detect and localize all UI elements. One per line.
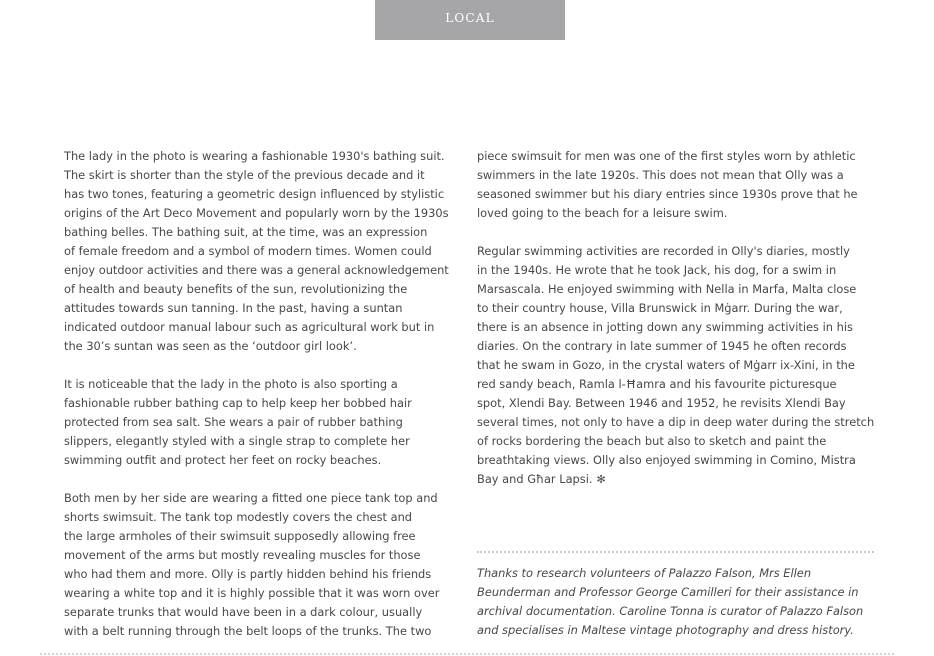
body-line: of rocks bordering the beach but also to sketch and paint the [477, 434, 827, 448]
body-line: Marsascala. He enjoyed swimming with Nella in Marfa, Malta close [477, 282, 857, 296]
body-line-last [477, 470, 875, 489]
body-line: movement of the arms but mostly revealing muscles for those [64, 548, 421, 562]
credits-line: and specialises in Maltese vintage photography and dress history. [477, 623, 854, 637]
body-line: who had them and more. Olly is partly hidden behind his friends [64, 567, 432, 581]
body-line: swimming outfit and protect her feet on rocky beaches. [64, 453, 382, 467]
body-line: shorts swimsuit. The tank top modestly covers the chest and [64, 510, 413, 524]
body-line: loved going to the beach for a leisure swim. [477, 206, 728, 220]
page-bottom-rule [40, 653, 894, 655]
body-line: to their country house, Villa Brunswick in Mġarr. During the war, [477, 301, 843, 315]
body-line: attitudes towards sun tanning. In the past, having a suntan [64, 301, 403, 315]
body-line: The lady in the photo is wearing a fashionable 1930's bathing suit. [64, 149, 445, 163]
credits-note [477, 564, 875, 640]
body-line: diaries. On the contrary in late summer of 1945 he often records [477, 339, 847, 353]
body-line: the large armholes of their swimsuit supposedly allowing free [64, 529, 416, 543]
body-line: of health and beauty benefits of the sun, revolutionizing the [64, 282, 408, 296]
body-line: of female freedom and a symbol of modern times. Women could [64, 244, 432, 258]
body-line: protected from sea salt. She wears a pair of rubber bathing [64, 415, 403, 429]
body-line: several times, not only to have a dip in deep water during the stretch [477, 415, 875, 429]
body-line: in the 1940s. He wrote that he took Jack, his dog, for a swim in [477, 263, 837, 277]
body-line: Both men by her side are wearing a fitted one piece tank top and [64, 491, 438, 505]
credits-line: archival documentation. Caroline Tonna is curator of Palazzo Falson [477, 604, 864, 618]
credits-line: Beunderman and Professor George Camilleri for their assistance in [477, 585, 859, 599]
body-line: swimmers in the late 1920s. This does not mean that Olly was a [477, 168, 844, 182]
credits-divider [477, 551, 874, 553]
article-right-column [477, 147, 875, 489]
credits-line: Thanks to research volunteers of Palazzo Falson, Mrs Ellen [477, 566, 812, 580]
body-line: It is noticeable that the lady in the photo is also sporting a [64, 377, 398, 391]
body-line: fashionable rubber bathing cap to help keep her bobbed hair [64, 396, 412, 410]
body-line: separate trunks that would have been in a dark colour, usually [64, 605, 423, 619]
body-line: the 30’s suntan was seen as the ‘outdoor girl look’. [64, 339, 357, 353]
paragraph-gap [64, 356, 456, 375]
body-line: piece swimsuit for men was one of the first styles worn by athletic [477, 149, 856, 163]
body-line: wearing a white top and it is highly possible that it was worn over [64, 586, 440, 600]
body-line: The skirt is shorter than the style of the previous decade and it [64, 168, 425, 182]
body-line: Regular swimming activities are recorded in Olly's diaries, mostly [477, 244, 850, 258]
body-line: that he swam in Gozo, in the crystal waters of Mġarr ix-Xini, in the [477, 358, 855, 372]
paragraph-gap [64, 470, 456, 489]
body-line: bathing belles. The bathing suit, at the time, was an expression [64, 225, 428, 239]
body-line: spot, Xlendi Bay. Between 1946 and 1952, he revisits Xlendi Bay [477, 396, 846, 410]
body-line-text: Bay and Għar Lapsi. [477, 472, 593, 486]
body-line: indicated outdoor manual labour such as agricultural work but in [64, 320, 435, 334]
body-line: seasoned swimmer but his diary entries since 1930s prove that he [477, 187, 858, 201]
body-line: has two tones, featuring a geometric design influenced by stylistic [64, 187, 445, 201]
article-left-column [64, 147, 456, 641]
end-mark-icon: ✻ [596, 473, 606, 486]
body-line: origins of the Art Deco Movement and popularly worn by the 1930s [64, 206, 449, 220]
body-line: red sandy beach, Ramla l-Ħamra and his favourite picturesque [477, 377, 837, 391]
body-line: breathtaking views. Olly also enjoyed swimming in Comino, Mistra [477, 453, 856, 467]
body-line: with a belt running through the belt loops of the trunks. The two [64, 624, 432, 638]
section-label: LOCAL [375, 0, 565, 40]
body-line: enjoy outdoor activities and there was a general acknowledgement [64, 263, 449, 277]
body-line: there is an absence in jotting down any swimming activities in his [477, 320, 853, 334]
body-line: slippers, elegantly styled with a single strap to complete her [64, 434, 410, 448]
paragraph-gap [477, 223, 875, 242]
